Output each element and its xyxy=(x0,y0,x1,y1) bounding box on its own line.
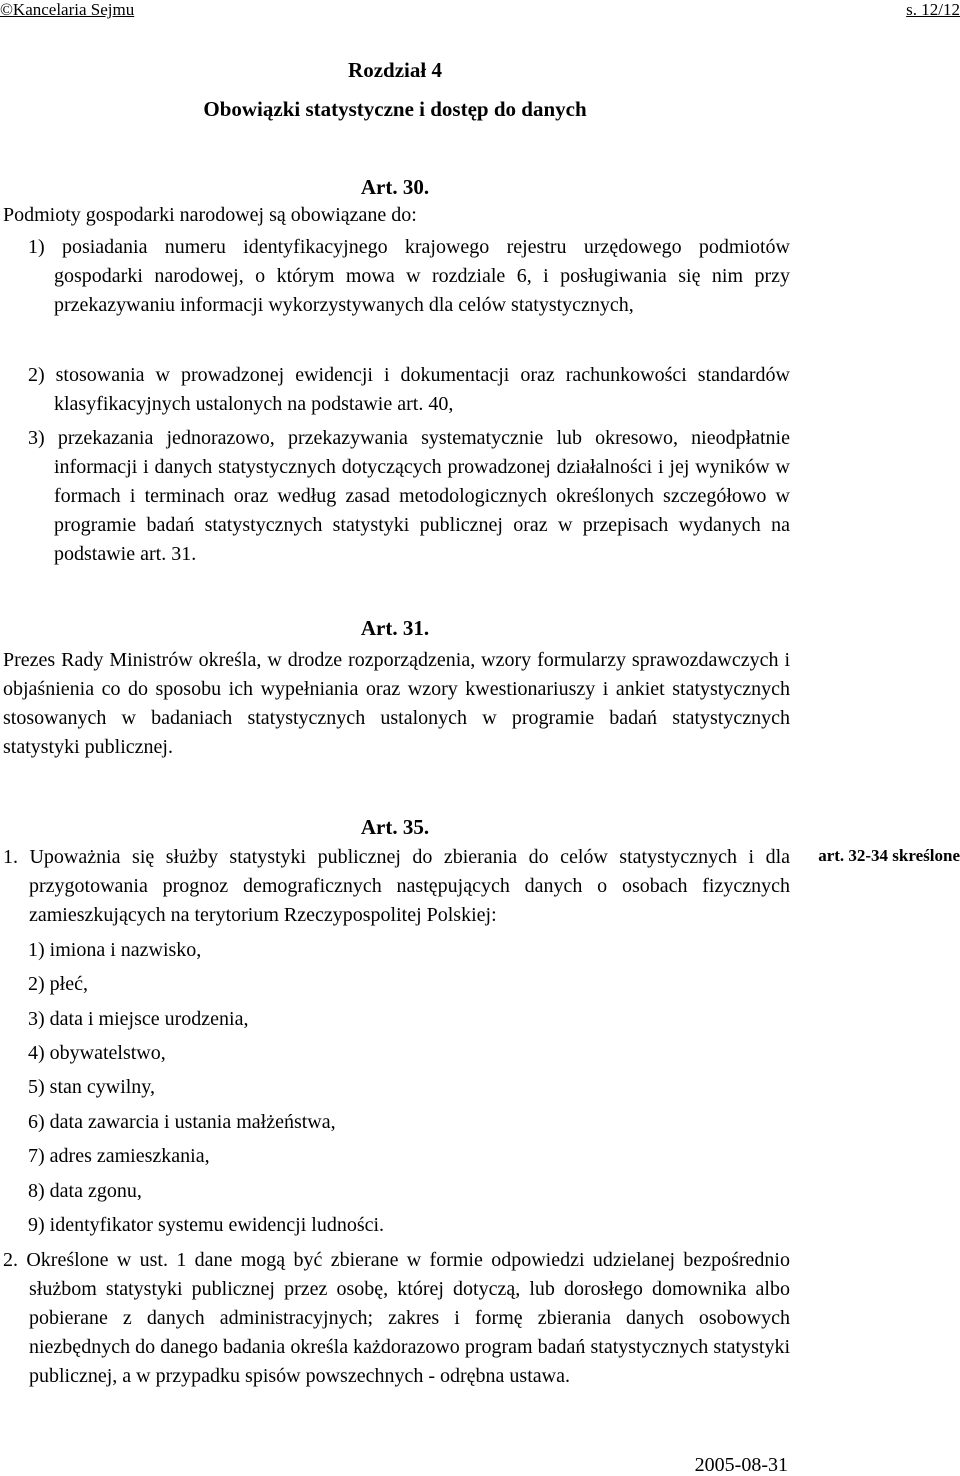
art35-heading: Art. 35. xyxy=(360,815,430,839)
art30-item-3: 3) przekazania jednorazowo, przekazywania systematycznie lub okresowo, nieodpłatnie informacji i danych statystycznych dotyczących prowadzonej działalności i jej wyników w formach i terminach oraz według zasad metodologicznych określonych szczegółowo w programie badań statystycznych statystyki publicznej oraz w przepisach wydanych na podstawie art. 31. xyxy=(28,427,790,565)
art30-item-1: 1) posiadania numeru identyfikacyjnego krajowego rejestru urzędowego podmiotów gospodarki narodowej, o którym mowa w rozdziale 6, i posługiwania się nim przy przekazywaniu informacji wykorzystywanych dla celów statystycznych, xyxy=(28,236,790,316)
list-item: 3) data i miejsce urodzenia, xyxy=(28,1008,249,1030)
header-page-number: s. 12/12 xyxy=(906,0,960,19)
art30-intro: Podmioty gospodarki narodowej są obowiązane do: xyxy=(3,204,417,226)
list-item: 8) data zgonu, xyxy=(28,1180,142,1202)
list-item: 2) płeć, xyxy=(28,973,88,995)
chapter-title: Rozdział 4 xyxy=(348,58,442,82)
list-item: 7) adres zamieszkania, xyxy=(28,1145,210,1167)
list-item: 1) imiona i nazwisko, xyxy=(28,939,202,961)
art30-heading: Art. 30. xyxy=(360,175,430,199)
art31-text: Prezes Rady Ministrów określa, w drodze rozporządzenia, wzory formularzy sprawozdawczych i objaśnienia co do sposobu ich wypełniania oraz wzory kwestionariuszy i ankiet statystycznych stosowanych w badaniach statystycznych ustalonych w programie badań statystycznych statystyki publicznej. xyxy=(3,649,790,758)
chapter-subtitle: Obowiązki statystyczne i dostęp do danych xyxy=(203,97,587,121)
list-item: 9) identyfikator systemu ewidencji ludności. xyxy=(28,1214,385,1236)
art31-heading: Art. 31. xyxy=(360,616,430,640)
list-item: 4) obywatelstwo, xyxy=(28,1042,166,1064)
footer-date: 2005-08-31 xyxy=(694,1454,788,1476)
list-item: 6) data zawarcia i ustania małżeństwa, xyxy=(28,1111,336,1133)
header-copyright: ©Kancelaria Sejmu xyxy=(0,0,135,19)
art35-ust-2: 2. Określone w ust. 1 dane mogą być zbierane w formie odpowiedzi udzielanej bezpośrednio służbom statystyki publicznej przez osobę, której dotyczą, lub dorosłego domownika albo pobierane z danych administracyjnych; zakres i formę zbierania danych osobowych niezbędnych do danego badania określa każdorazowo program badań statystycznych statystyki publicznej, a w przypadku spisów powszechnych - odrębna ustawa. xyxy=(3,1249,790,1387)
art35-ust-1: 1. Upoważnia się służby statystyki publicznej do zbierania do celów statystycznych i dla przygotowania prognoz demograficznych następujących danych o osobach fizycznych zamieszkujących na terytorium Rzeczypospolitej Polskiej: xyxy=(3,846,790,926)
list-item: 5) stan cywilny, xyxy=(28,1076,156,1098)
art30-item-2: 2) stosowania w prowadzonej ewidencji i dokumentacji oraz rachunkowości standardów klasyfikacyjnych ustalonych na podstawie art. 40, xyxy=(28,364,790,415)
margin-note: art. 32-34 skreślone xyxy=(818,846,960,865)
